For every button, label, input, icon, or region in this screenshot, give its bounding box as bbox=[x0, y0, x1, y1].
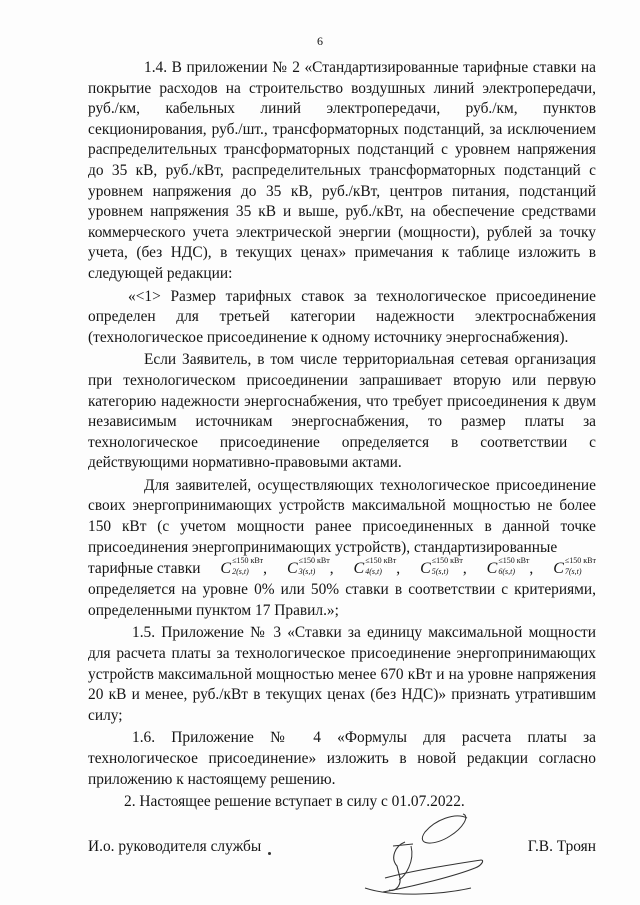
paragraph-1-4: 1.4. В приложении № 2 «Стандартизированные тарифные ставки на покрытие расходов на строительство воздушных линий электропередачи, руб./км, кабельных линий электропередачи, руб./км, пунктов секционирования, руб./шт., трансформаторных подстанций, за исключением распределительных трансформаторных подстанций с уровнем напряжения до 35 кВ, руб./кВт, распределительных трансформаторных подстанций с уровнем напряжения до 35 кВ, руб./кВт, центров питания, подстанций уровнем напряжения 35 кВ и выше, руб./кВт, на обеспечение средствами коммерческого учета электрической энергии (мощности), рублей за точку учета, (без НДС), в текущих ценах» примечания к таблице изложить в следующей редакции: bbox=[88, 59, 596, 282]
paragraph-1-5: 1.5. Приложение № 3 «Ставки за единицу максимальной мощности для расчета платы за технологическое присоединение энергопринимающих устройств максимальной мощностью менее 670 кВт и на уровне напряжения 20 кВ и менее, руб./кВт в текущих ценах (без НДС)» признать утратившим силу; bbox=[88, 624, 596, 724]
rate-c5: C ≤150 кВт 5(s,t) , bbox=[420, 556, 467, 578]
note-paragraph-3: Для заявителей, осуществляющих технологическое присоединение своих энергопринимающих устройств максимальной мощностью не более 150 кВт (с учетом мощности ранее присоединенных в данной точке присоединения энергопринимающих устройств), стандартизированные bbox=[88, 476, 596, 556]
rate-c4: C ≤150 кВт 4(s,t) , bbox=[353, 556, 401, 578]
note-paragraph-1: «<1> Размер тарифных ставок за технологическое присоединение определен для третьей категории надежности электроснабжения (технологическое присоединение к одному источнику энергоснабжения). bbox=[88, 287, 596, 346]
tariff-rates-line bbox=[88, 558, 596, 580]
rate-c3: C ≤150 кВт 3(s,t) , bbox=[286, 556, 334, 578]
signer-title: И.о. руководителя службы bbox=[88, 838, 262, 855]
page-number: 6 bbox=[317, 34, 323, 48]
rate-c2: C ≤150 кВт 2(s,t) , bbox=[220, 556, 268, 578]
rate-c7: C ≤150 кВт 7(s,t) bbox=[553, 556, 596, 578]
signature-block bbox=[88, 832, 596, 872]
note-paragraph-4: определяется на уровне 0% или 50% ставки в соответствии с критериями, определенными пунктом 17 Правил.»; bbox=[88, 581, 596, 619]
rate-c6: C ≤150 кВт 6(s,t) , bbox=[486, 556, 534, 578]
document-body bbox=[88, 58, 596, 813]
paragraph-1-6: 1.6. Приложение № 4 «Формулы для расчета платы за технологическое присоединение» изложить в новой редакции согласно приложению к настоящему решению. bbox=[88, 729, 596, 788]
rates-lead: тарифные ставки bbox=[88, 560, 201, 578]
paragraph-2: 2. Настоящее решение вступает в силу с 01.07.2022. bbox=[124, 793, 465, 811]
note-paragraph-2: Если Заявитель, в том числе территориальная сетевая организация при технологическом присоединении запрашивает вторую или первую категорию надежности энергоснабжения, что требует присоединения к двум независимым источникам энергоснабжения, то размер платы за технологическое присоединение определяется в соответствии с действующими нормативно-правовыми актами. bbox=[88, 351, 596, 472]
signer-name: Г.В. Троян bbox=[527, 838, 596, 855]
